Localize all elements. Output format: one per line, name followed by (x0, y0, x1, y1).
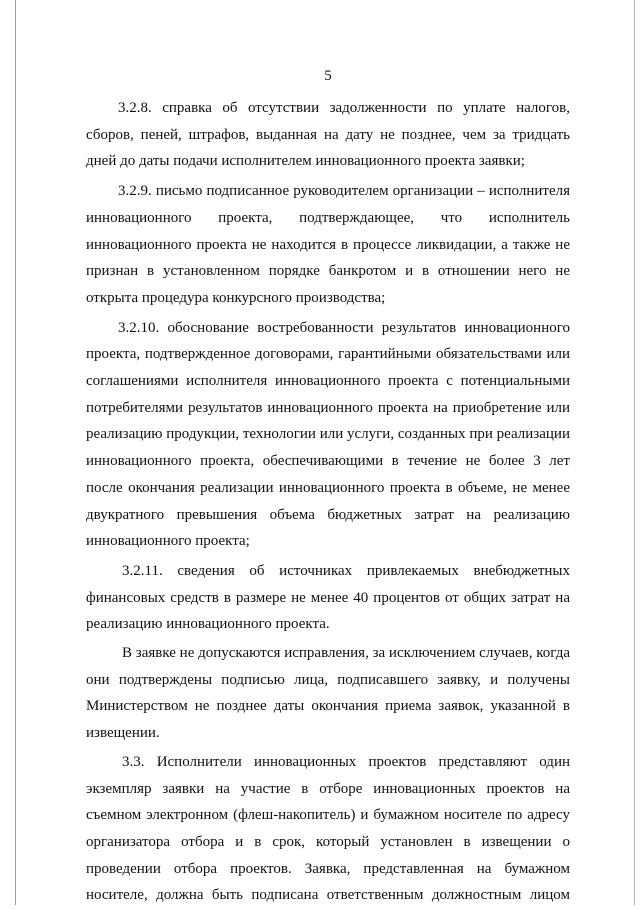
document-body (86, 58, 570, 909)
paragraph-3-3: 3.3. Исполнители инновационных проектов представляют один экземпляр заявки на участие в отборе инновационных проектов на съемном электронном (флеш-накопитель) и бумажном носителе по адресу организатора отбора и в срок, который установлен в извещении о проведении отбора проектов. Заявка, представленная на бумажном носителе, должна быть подписана ответственным должностным лицом (86, 753, 570, 904)
scan-left-edge (15, 0, 16, 905)
paragraph-3-2-9: 3.2.9. письмо подписанное руководителем организации – исполнителя инновационного проекта, подтверждающее, что исполнитель инновационного проекта не находится в процессе ликвидации, а также не признан в установленном порядке банкротом и в отношении него не открыта процедура конкурсного производства; (86, 183, 570, 306)
paragraph-3-2-8: 3.2.8. справка об отсутствии задолженности по уплате налогов, сборов, пеней, штрафов, выданная на дату не позднее, чем за тридцать дней до даты подачи исполнителем инновационного проекта заявки; (86, 100, 570, 170)
scan-right-edge (634, 0, 635, 905)
paragraph-3-2-11: 3.2.11. сведения об источниках привлекаемых внебюджетных финансовых средств в размере не менее 40 процентов от общих затрат на реализацию инновационного проекта. (86, 562, 570, 633)
paragraph-3-2-10: 3.2.10. обоснование востребованности результатов инновационного проекта, подтвержденное договорами, гарантийными обязательствами или соглашениями исполнителя инновационного проекта с потенциальными потребителями результатов инновационного проекта на приобретение или реализацию продукции, технологии или услуги, созданных при реализации инновационного проекта, обеспечивающими в течение не более 3 лет после окончания реализации инновационного проекта в объеме, не менее двукратного превышения объема бюджетных затрат на реализацию инновационного проекта; (86, 319, 570, 550)
paragraph-corrections: В заявке не допускаются исправления, за исключением случаев, когда они подтверждены подписью лица, подписавшего заявку, и получены Министерством не позднее даты окончания приема заявок, указанной в извещении. (86, 645, 570, 742)
page-number: 5 (324, 68, 332, 84)
